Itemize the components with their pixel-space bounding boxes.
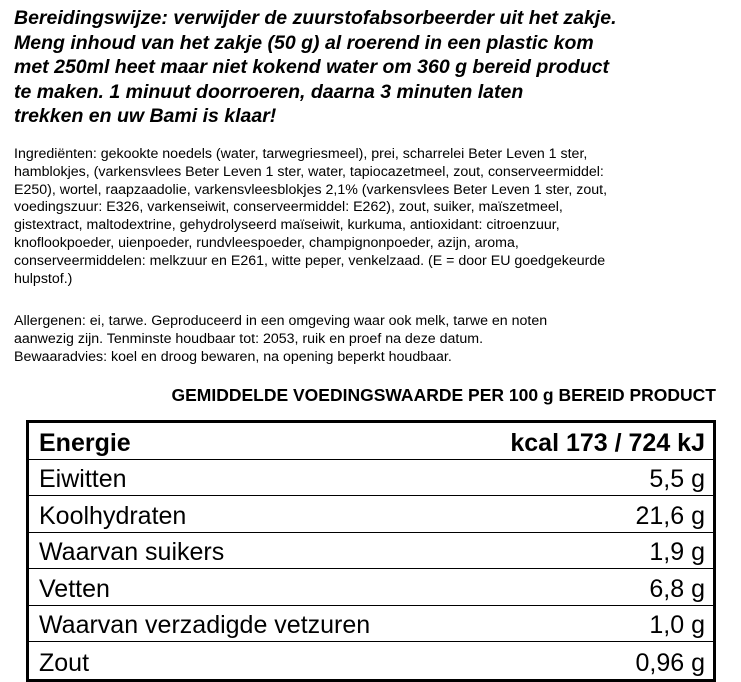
nutrition-label: Energie: [39, 428, 131, 457]
ingredients-line: Ingrediënten: gekookte noedels (water, tarwegriesmeel), prei, scharrelei Beter Leven 1 ster,: [14, 146, 588, 162]
ingredients-list: [14, 146, 734, 288]
preparation-line: met 250ml heet maar niet kokend water om 360 g bereid product: [14, 56, 609, 78]
nutrition-row-carbohydrates: [29, 496, 713, 533]
nutrition-row-sugars: [29, 533, 713, 570]
nutrition-value: 1,9 g: [649, 538, 705, 566]
preparation-line: te maken. 1 minuut doorroeren, daarna 3 minuten laten: [14, 80, 524, 103]
ingredients-line: hamblokjes, (varkensvlees Beter Leven 1 ster, water, tapiocazetmeel, zout, conserveermiddel:: [14, 163, 604, 180]
nutrition-row-saturated-fat: [29, 606, 713, 643]
nutrition-label: Koolhydraten: [39, 501, 187, 530]
nutrition-value: 6,8 g: [649, 574, 705, 603]
preparation-instructions: [14, 6, 729, 129]
nutrition-value: 0,96 g: [635, 648, 705, 677]
nutrition-row-salt: [29, 642, 713, 679]
storage-line: Bewaaradvies: koel en droog bewaren, na opening beperkt houdbaar.: [14, 348, 452, 365]
ingredients-line: gistextract, maltodextrine, gehydrolyseerd maïseiwit, kurkuma, antioxidant: citroenzuur,: [14, 217, 560, 234]
nutrition-label: Vetten: [39, 574, 110, 603]
nutrition-value: kcal 173 / 724 kJ: [510, 428, 705, 457]
ingredients-line: hulpstof.): [14, 270, 73, 287]
nutrition-row-fat: [29, 569, 713, 606]
ingredients-line: conserveermiddelen: melkzuur en E261, witte peper, venkelzaad. (E = door EU goedgekeurde: [14, 252, 606, 269]
nutrition-label: Eiwitten: [39, 465, 127, 493]
nutrition-value: 21,6 g: [635, 501, 705, 530]
nutrition-value: 1,0 g: [649, 611, 705, 639]
allergens-line: Allergenen: ei, tarwe. Geproduceerd in een omgeving waar ook melk, tarwe en noten: [14, 313, 548, 329]
nutrition-row-energy: [29, 423, 713, 460]
preparation-line: trekken en uw Bami is klaar!: [14, 105, 277, 127]
nutrition-heading: GEMIDDELDE VOEDINGSWAARDE PER 100 g BEREID PRODUCT: [171, 385, 716, 405]
nutrition-label: Waarvan verzadigde vetzuren: [39, 611, 371, 639]
nutrition-row-protein: [29, 460, 713, 497]
preparation-line: Meng inhoud van het zakje (50 g) al roerend in een plastic kom: [14, 31, 594, 54]
nutrition-label: Zout: [39, 648, 90, 677]
ingredients-line: knoflookpoeder, uienpoeder, rundvleespoeder, champignonpoeder, azijn, aroma,: [14, 234, 519, 251]
allergens-line: aanwezig zijn. Tenminste houdbaar tot: 2053, ruik en proef na deze datum.: [14, 330, 484, 347]
nutrition-label: Waarvan suikers: [39, 538, 225, 566]
nutrition-value: 5,5 g: [649, 465, 705, 493]
preparation-line: Bereidingswijze: verwijder de zuurstofabsorbeerder uit het zakje.: [14, 7, 617, 29]
allergen-storage-info: [14, 313, 734, 366]
ingredients-line: E250), wortel, raapzaadolie, varkensvleesblokjes 2,1% (varkensvlees Beter Leven 1 ster, zout,: [14, 181, 608, 198]
ingredients-line: voedingszuur: E326, varkenseiwit, conserveermiddel: E262), zout, suiker, maïszetmeel,: [14, 199, 563, 216]
nutrition-table: [26, 420, 716, 682]
